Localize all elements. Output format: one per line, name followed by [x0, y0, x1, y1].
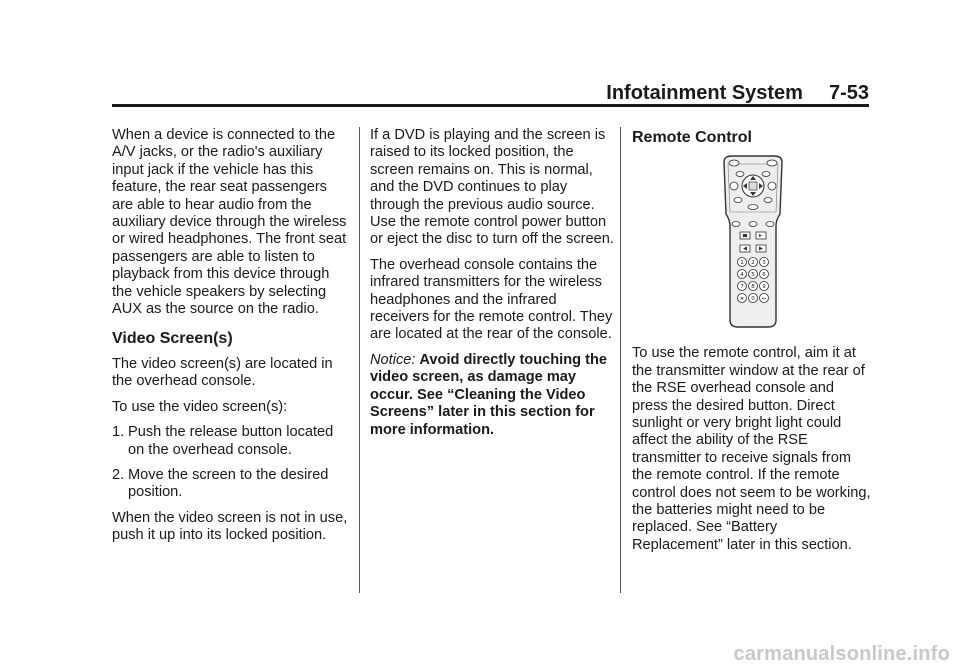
notice-label: Notice:: [370, 351, 416, 368]
step-number: 2.: [112, 466, 125, 483]
video-steps-list: [112, 424, 352, 502]
column-divider-1: [359, 127, 360, 593]
keypad-label: 7: [740, 284, 744, 291]
keypad-label: 6: [762, 272, 766, 279]
notice-paragraph: [370, 352, 614, 439]
list-item: [112, 467, 352, 502]
keypad-label: ←: [761, 296, 767, 303]
keypad-label: 3: [762, 260, 766, 267]
column-1: [112, 127, 352, 553]
column-divider-2: [620, 127, 621, 593]
overhead-console-paragraph: The overhead console contains the infrared transmitters for the wireless headphones and the infrared receivers for the remote control. They are located at the rear of the console.: [370, 256, 613, 343]
step-number: 1.: [112, 424, 125, 441]
keypad-label: 8: [751, 284, 755, 291]
keypad-label: ∗: [739, 296, 745, 303]
watermark: carmanualsonline.info: [733, 643, 950, 665]
keypad-label: 1: [740, 260, 744, 267]
keypad-label: 9: [762, 284, 766, 291]
remote-control-icon: [718, 154, 788, 329]
video-stow-paragraph: When the video screen is not in use, push it up into its locked position.: [112, 509, 348, 544]
video-location-paragraph: The video screen(s) are located in the overhead console.: [112, 355, 333, 390]
step-text: Push the release button located on the overhead console.: [128, 424, 334, 458]
column-3: [632, 127, 872, 562]
keypad-label: 0: [751, 296, 755, 303]
header-rule: [112, 104, 869, 107]
remote-usage-paragraph: To use the remote control, aim it at the transmitter window at the rear of the RSE overhead console and press the desired button. Direct sunlight or very bright light could affect the ability of the RSE transmitter to receive signals from the remote control. If the remote control does not seem to be working, the batteries might need to be replaced. See “Battery Replacement” later in this section.: [632, 345, 871, 553]
remote-illustration: [632, 154, 872, 329]
keypad-label: 5: [751, 272, 755, 279]
keypad-label: 2: [751, 260, 755, 267]
video-use-intro: To use the video screen(s):: [112, 398, 288, 415]
video-screens-heading: Video Screen(s): [112, 330, 233, 348]
step-text: Move the screen to the desired position.: [128, 466, 329, 501]
aux-paragraph: When a device is connected to the A/V jacks, or the radio's auxiliary input jack if the vehicle has this feature, the rear seat passengers are able to hear audio from the auxiliary device through the wireless or wired headphones. The front seat passengers are able to listen to playback from this device through the vehicle speakers by selecting AUX as the source on the radio.: [112, 127, 347, 318]
keypad-label: 4: [740, 272, 744, 279]
list-item: [112, 424, 352, 459]
page-header: [0, 82, 869, 105]
dvd-paragraph: If a DVD is playing and the screen is raised to its locked position, the screen remains on. This is normal, and the DVD continues to play through the previous audio source. Use the remote control power button or eject the disc to turn off the screen.: [370, 127, 614, 248]
section-title: Infotainment System: [606, 82, 803, 104]
remote-control-heading: Remote Control: [632, 129, 752, 146]
column-2: [370, 127, 614, 447]
page-number: 7-53: [828, 82, 869, 104]
notice-text: Avoid directly touching the video screen, as damage may occur. See “Cleaning the Video Screens” later in this section for more information.: [370, 351, 607, 438]
